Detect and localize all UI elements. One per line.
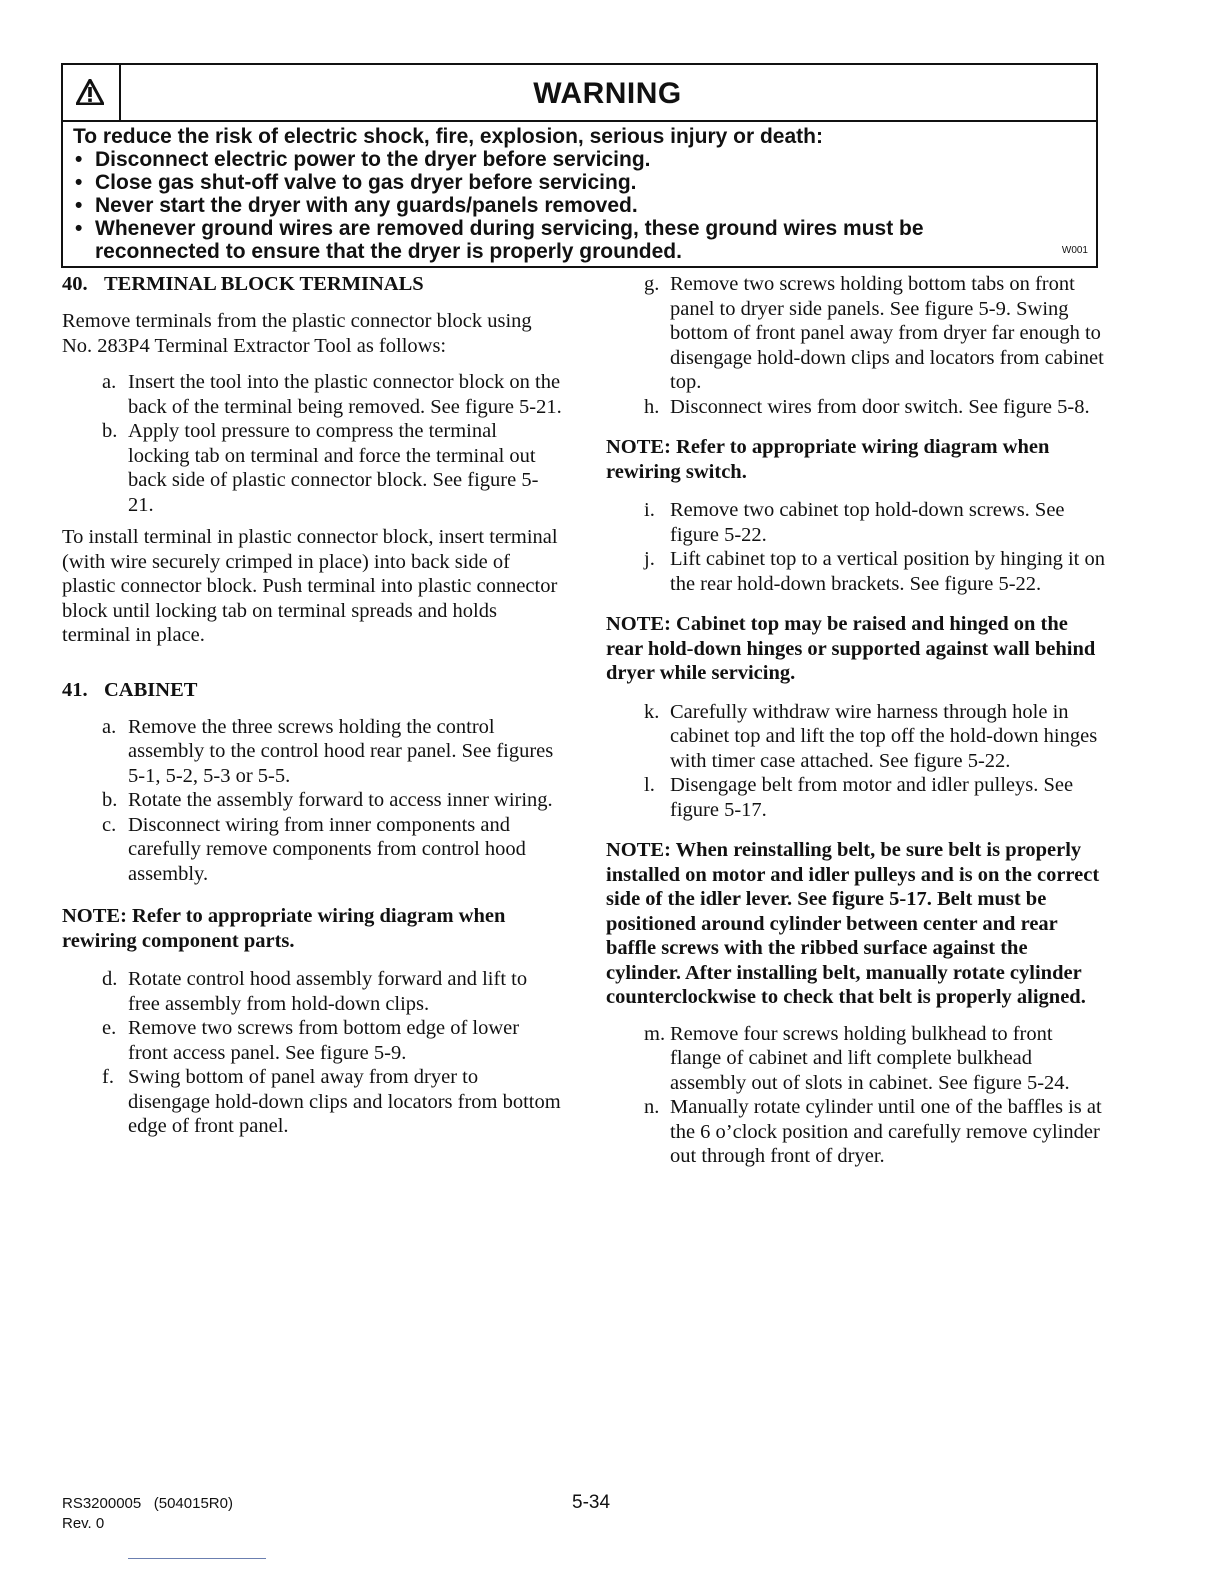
- note-belt: NOTE: When reinstalling belt, be sure belt is properly installed on motor and idler pulleys and is on the correct side of the idler lever. See figure 5-17. Belt must be positioned around cylinder between center and rear baffle screws with the ribbed surface against the cylinder. After installing belt, manually rotate cylinder counterclockwise to check that belt is properly aligned.: [606, 839, 1100, 1008]
- step-item: d. Rotate control hood assembly forward and lift to free assembly from hold-down clips.: [102, 968, 528, 1015]
- warning-code: W001: [1061, 245, 1088, 256]
- step-item: j. Lift cabinet top to a vertical position by hinging it on the rear hold-down brackets. See figure 5-22.: [644, 548, 1105, 595]
- step-item: f. Swing bottom of panel away from dryer to disengage hold-down clips and locators from bottom edge of front panel.: [102, 1066, 561, 1137]
- note-cabinet-top: NOTE: Cabinet top may be raised and hinged on the rear hold-down hinges or supported against wall behind dryer while servicing.: [606, 613, 1096, 684]
- warning-box: [61, 63, 1098, 268]
- warning-body: [73, 125, 1088, 263]
- step-item: e. Remove two screws from bottom edge of lower front access panel. See figure 5-9.: [102, 1017, 520, 1064]
- section-41-steps-f: [606, 1022, 1106, 1169]
- warning-bullet: • Never start the dryer with any guards/panels removed.: [73, 194, 1088, 217]
- section-40-steps: [62, 370, 562, 517]
- section-40-heading: [62, 272, 562, 296]
- section-40-intro: Remove terminals from the plastic connector block using No. 283P4 Terminal Extractor Tool as follows:: [62, 310, 532, 357]
- note-wiring-components: NOTE: Refer to appropriate wiring diagram when rewiring component parts.: [62, 905, 506, 952]
- section-number: 40.: [62, 273, 88, 295]
- section-number: 41.: [62, 678, 88, 701]
- section-41-steps-c: [606, 272, 1106, 419]
- step-item: n. Manually rotate cylinder until one of the baffles is at the 6 o’clock position and carefully remove cylinder out through front of dryer.: [644, 1096, 1102, 1167]
- right-column: [606, 272, 1106, 1181]
- step-item: b. Apply tool pressure to compress the terminal locking tab on terminal and force the terminal out back side of plastic connector block. See figure 5-21.: [102, 420, 539, 516]
- warning-list: [73, 148, 1088, 263]
- note-wiring-switch: NOTE: Refer to appropriate wiring diagram when rewiring switch.: [606, 436, 1050, 483]
- step-item: k. Carefully withdraw wire harness through hole in cabinet top and lift the top off the hold-down hinges with timer case attached. See figure 5-22.: [644, 700, 1098, 772]
- step-item: b. Rotate the assembly forward to access inner wiring.: [102, 789, 553, 811]
- section-41-steps-e: [606, 700, 1106, 823]
- section-title: TERMINAL BLOCK TERMINALS: [104, 273, 424, 295]
- warning-triangle-icon: [76, 79, 104, 105]
- section-41-steps-a: [62, 715, 562, 887]
- warning-icon-cell: [63, 65, 121, 120]
- step-item: l. Disengage belt from motor and idler pulleys. See figure 5-17.: [644, 774, 1074, 821]
- footer-doc-info: [62, 1494, 233, 1534]
- section-41-steps-d: [606, 498, 1106, 596]
- section-41-heading: [62, 678, 562, 702]
- warning-lead: To reduce the risk of electric shock, fire, explosion, serious injury or death:: [73, 125, 823, 148]
- step-item: a. Insert the tool into the plastic connector block on the back of the terminal being removed. See figure 5-21.: [102, 371, 562, 418]
- step-item: a. Remove the three screws holding the control assembly to the control hood rear panel. See figures 5-1, 5-2, 5-3 or 5-5.: [102, 715, 554, 787]
- warning-bullet: • Disconnect electric power to the dryer before servicing.: [73, 148, 1088, 171]
- section-41-steps-b: [62, 967, 562, 1139]
- section-title: CABINET: [104, 678, 198, 701]
- doc-number: RS3200005 (504015R0): [62, 1495, 233, 1512]
- revision: Rev. 0: [62, 1515, 105, 1532]
- step-item: h. Disconnect wires from door switch. See figure 5-8.: [644, 395, 1090, 418]
- step-item: g. Remove two screws holding bottom tabs on front panel to dryer side panels. See figure 5-9. Swing bottom of front panel away from dryer far enough to disengage hold-down clips and locators from cabinet top.: [644, 273, 1104, 393]
- warning-title: WARNING: [533, 77, 682, 110]
- step-item: i. Remove two cabinet top hold-down screws. See figure 5-22.: [644, 499, 1065, 546]
- warning-header: [63, 65, 1096, 122]
- warning-bullet: • Close gas shut-off valve to gas dryer before servicing.: [73, 171, 1088, 194]
- page-number: 5-34: [572, 1492, 611, 1513]
- warning-bullet: • Whenever ground wires are removed during servicing, these ground wires must be reconnected to ensure that the dryer is properly grounded.: [73, 217, 1088, 263]
- section-40-install: To install terminal in plastic connector block, insert terminal (with wire securely crimped in place) into back side of plastic connector block. Push terminal into plastic connector block until locking tab on terminal spreads and holds terminal in place.: [62, 526, 558, 646]
- left-column: [62, 272, 562, 1151]
- step-item: c. Disconnect wiring from inner components and carefully remove components from control hood assembly.: [102, 813, 526, 885]
- step-item: m. Remove four screws holding bulkhead to front flange of cabinet and lift complete bulkhead assembly out of slots in cabinet. See figure 5-24.: [644, 1022, 1070, 1094]
- footer-divider: [128, 1558, 266, 1559]
